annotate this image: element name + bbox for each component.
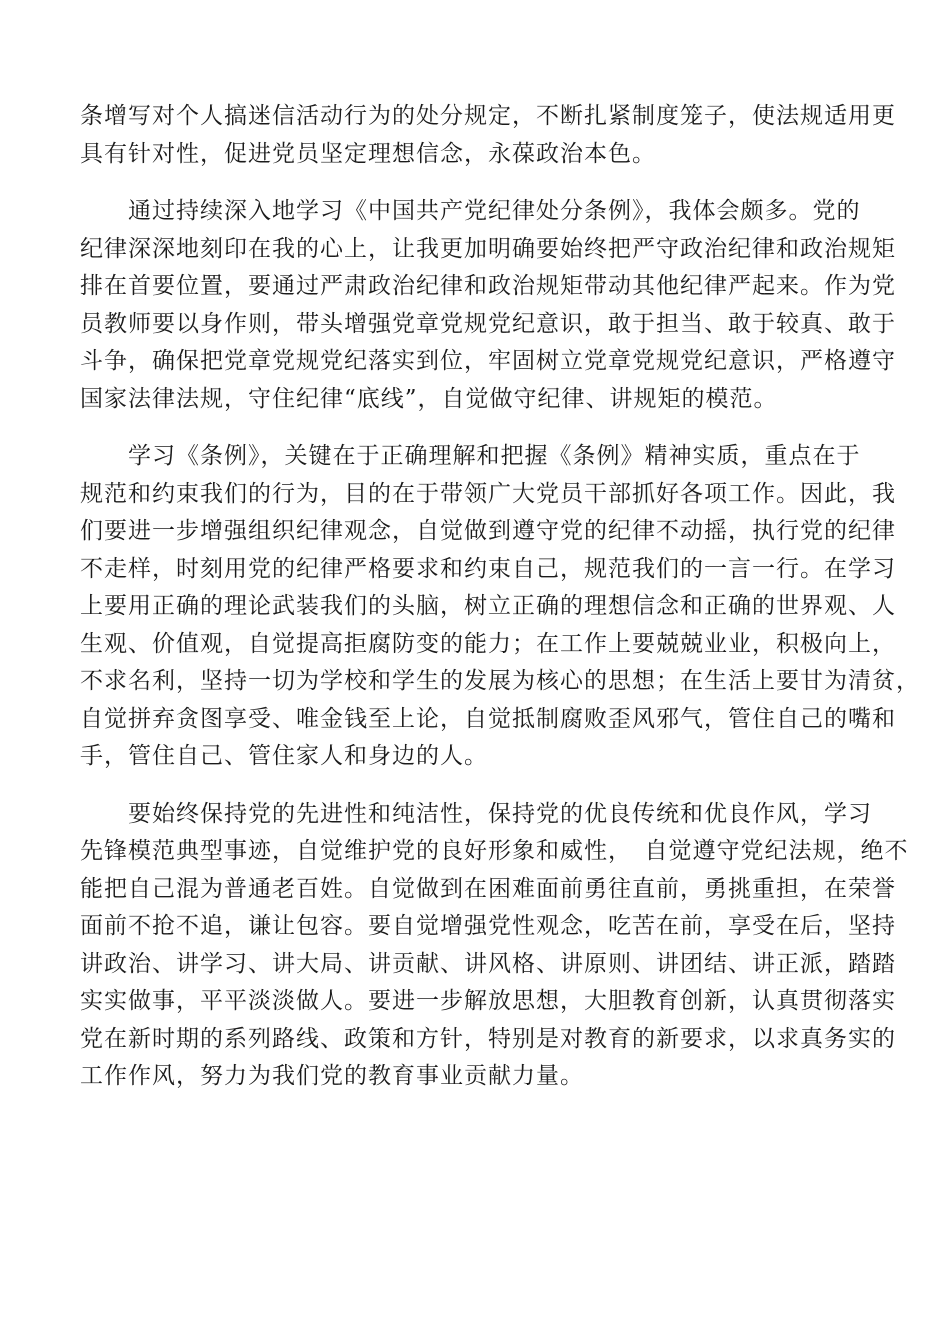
text-line: 党在新时期的系列路线、政策和方针，特别是对教育的新要求，以求真务实的 (80, 1025, 896, 1052)
text-line: 纪律深深地刻印在我的心上，让我更加明确要始终把严守政治纪律和政治规矩 (80, 235, 896, 262)
text-line: 斗争，确保把党章党规党纪落实到位，牢固树立党章党规党纪意识，严格遵守 (80, 348, 896, 374)
text-line: 讲政治、讲学习、讲大局、讲贡献、讲风格、讲原则、讲团结、讲正派，踏踏 (80, 950, 896, 977)
text-line: 条增写对个人搞迷信活动行为的处分规定，不断扎紧制度笼子，使法规适用更 (80, 103, 896, 129)
text-line: 工作作风，努力为我们党的教育事业贡献力量。 (80, 1063, 584, 1089)
text-line: 实实做事，平平淡淡做人。要进一步解放思想，大胆教育创新，认真贯彻落实 (80, 988, 896, 1014)
paragraph-1 (80, 98, 896, 173)
paragraph-3 (80, 438, 920, 776)
document-body (80, 98, 920, 1096)
paragraph-4 (80, 796, 909, 1096)
text-line: 员教师要以身作则，带头增强党章党规党纪意识，敢于担当、敢于较真、敢于 (80, 310, 896, 337)
text-line: 不求名利，坚持一切为学校和学生的发展为核心的思想；在生活上要甘为清贫， (80, 668, 920, 694)
text-line: 学习《条例》，关键在于正确理解和把握《条例》精神实质，重点在于 (80, 443, 861, 469)
text-line: 手，管住自己、管住家人和身边的人。 (80, 743, 488, 769)
text-line: 规范和约束我们的行为，目的在于带领广大党员干部抓好各项工作。因此，我 (80, 480, 896, 507)
text-line: 能把自己混为普通老百姓。自觉做到在困难面前勇往直前，勇挑重担，在荣誉 (80, 875, 896, 902)
text-line: 具有针对性，促进党员坚定理想信念，永葆政治本色。 (80, 140, 656, 167)
text-line: 自觉拼弃贪图享受、唯金钱至上论，自觉抵制腐败歪风邪气，管住自己的嘴和 (80, 705, 896, 732)
text-line: 上要用正确的理论武装我们的头脑，树立正确的理想信念和正确的世界观、人 (80, 593, 896, 619)
text-line: 国家法律法规，守住纪律“底线”，自觉做守纪律、讲规矩的模范。 (80, 385, 778, 412)
text-line: 先锋模范典型事迹，自觉维护党的良好形象和威性， 自觉遵守党纪法规，绝不 (80, 838, 909, 864)
text-line: 面前不抢不追，谦让包容。要自觉增强党性观念，吃苦在前，享受在后，坚持 (80, 913, 896, 939)
text-line: 生观、价值观，自觉提高拒腐防变的能力；在工作上要兢兢业业，积极向上， (80, 630, 896, 657)
text-line: 排在首要位置，要通过严肃政治纪律和政治规矩带动其他纪律严起来。作为党 (80, 273, 896, 299)
text-line: 通过持续深入地学习《中国共产党纪律处分条例》，我体会颇多。党的 (80, 198, 861, 224)
text-line: 不走样，时刻用党的纪律严格要求和约束自己，规范我们的一言一行。在学习 (80, 555, 896, 582)
paragraph-2 (80, 193, 896, 418)
text-line: 们要进一步增强组织纪律观念，自觉做到遵守党的纪律不动摇，执行党的纪律 (80, 518, 896, 544)
text-line: 要始终保持党的先进性和纯洁性，保持党的优良传统和优良作风，学习 (80, 800, 872, 827)
